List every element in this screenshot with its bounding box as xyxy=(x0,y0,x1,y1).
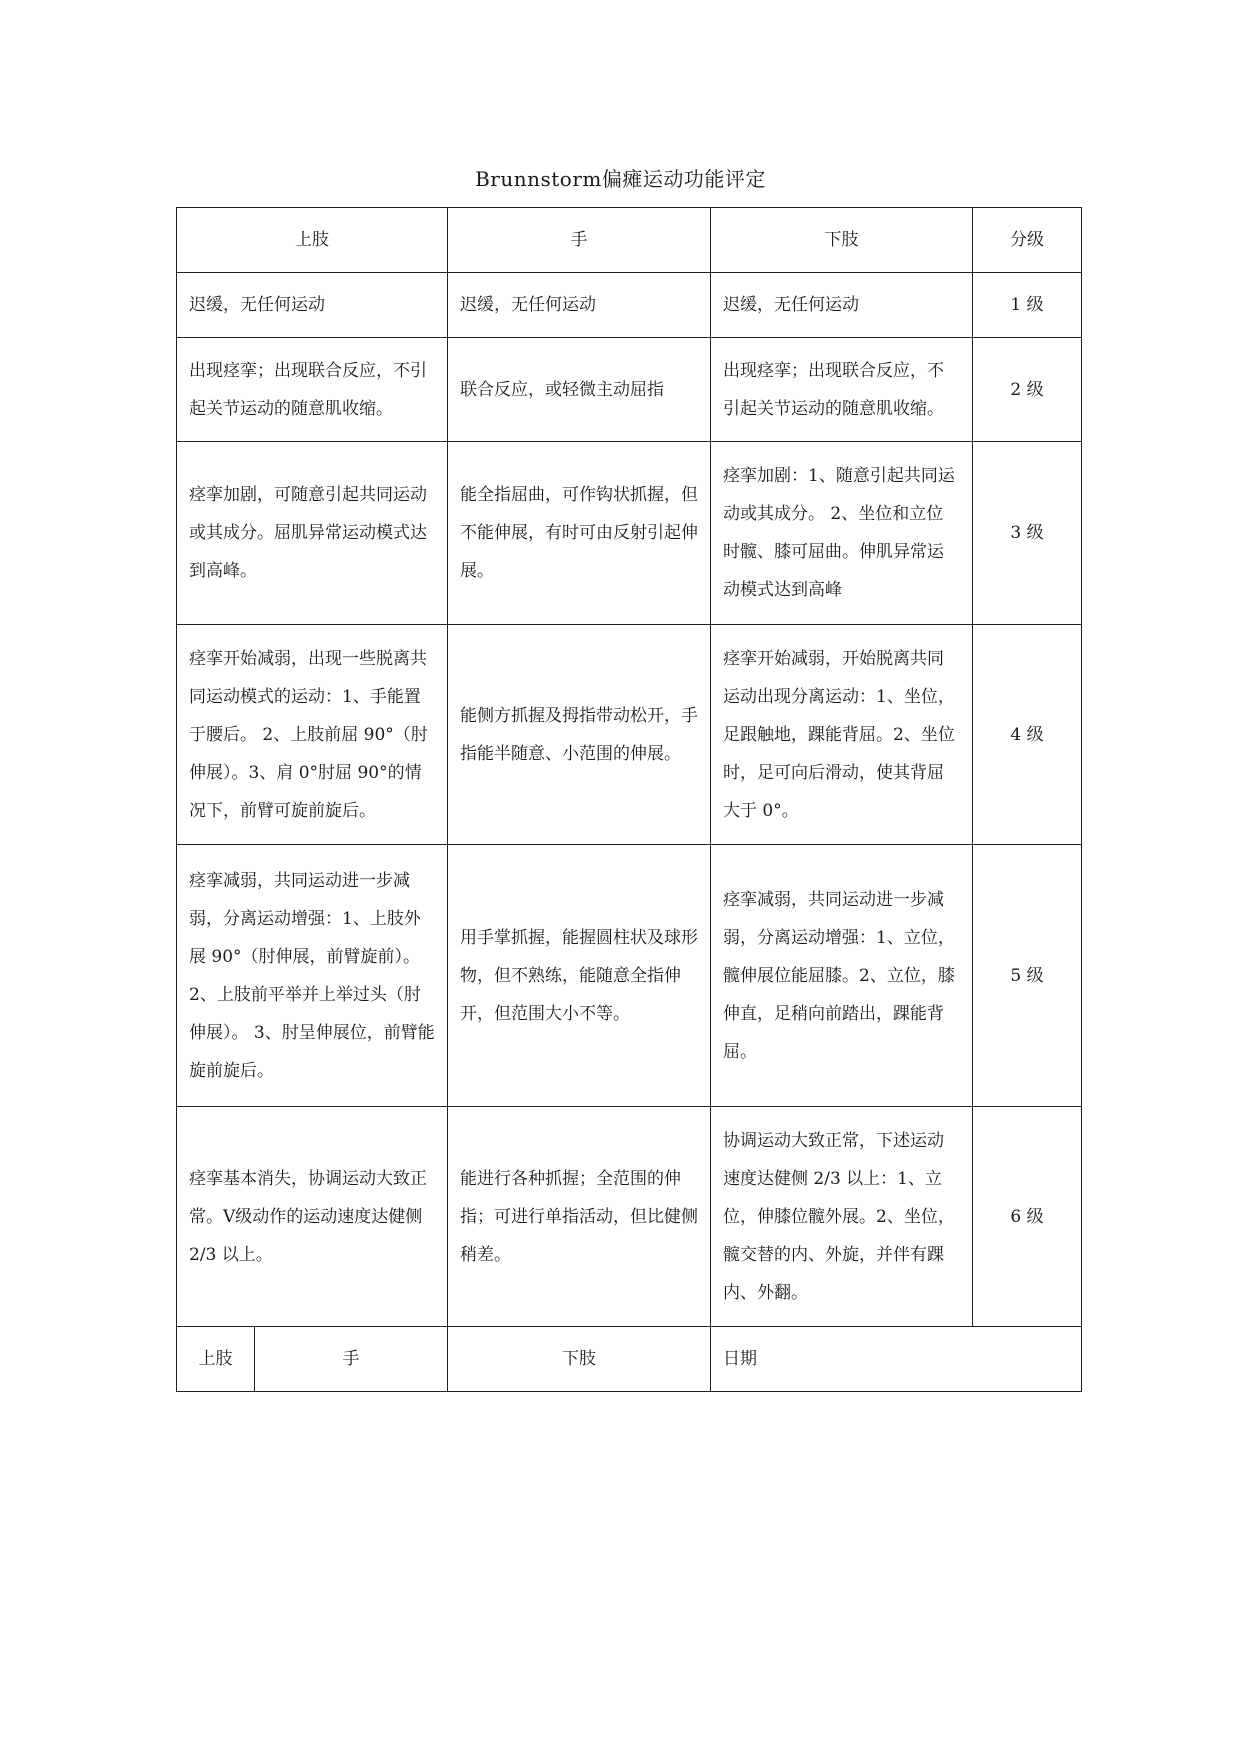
grade-cell: 4 级 xyxy=(973,625,1082,845)
hand-cell: 能侧方抓握及拇指带动松开，手指能半随意、小范围的伸展。 xyxy=(448,625,711,845)
brunnstrom-assessment-table xyxy=(176,207,1082,1392)
lower-limb-cell: 痉挛减弱，共同运动进一步减弱，分离运动增强：1、立位，髋伸展位能屈膝。2、立位，膝伸直，足稍向前踏出，踝能背屈。 xyxy=(711,845,973,1107)
hand-cell: 迟缓，无任何运动 xyxy=(448,273,711,338)
grade-cell: 5 级 xyxy=(973,845,1082,1107)
lower-limb-cell: 迟缓，无任何运动 xyxy=(711,273,973,338)
document-title: Brunnstorm偏瘫运动功能评定 xyxy=(475,167,766,191)
header-row xyxy=(177,208,1082,273)
header-lower-limb: 下肢 xyxy=(711,208,973,273)
header-hand: 手 xyxy=(448,208,711,273)
upper-limb-cell: 出现痉挛；出现联合反应，不引起关节运动的随意肌收缩。 xyxy=(177,338,448,442)
table-row xyxy=(177,273,1082,338)
hand-cell: 能进行各种抓握；全范围的伸指；可进行单指活动，但比健侧稍差。 xyxy=(448,1107,711,1327)
header-upper-limb: 上肢 xyxy=(177,208,448,273)
grade-cell: 6 级 xyxy=(973,1107,1082,1327)
grade-cell: 1 级 xyxy=(973,273,1082,338)
lower-limb-cell: 痉挛加剧：1、随意引起共同运动或其成分。 2、坐位和立位时髋、膝可屈曲。伸肌异常运动模式达到高峰 xyxy=(711,442,973,625)
lower-limb-cell: 痉挛开始减弱，开始脱离共同运动出现分离运动：1、坐位，足跟触地，踝能背屈。2、坐位时，足可向后滑动，使其背屈大于 0°。 xyxy=(711,625,973,845)
grade-cell: 3 级 xyxy=(973,442,1082,625)
upper-limb-cell: 痉挛基本消失，协调运动大致正常。V级动作的运动速度达健侧 2/3 以上。 xyxy=(177,1107,448,1327)
upper-limb-cell: 痉挛减弱，共同运动进一步减弱，分离运动增强：1、上肢外展 90°（肘伸展，前臂旋前）。2、上肢前平举并上举过头（肘伸展）。 3、肘呈伸展位，前臂能旋前旋后。 xyxy=(177,845,448,1107)
table-row xyxy=(177,338,1082,442)
hand-cell: 联合反应，或轻微主动屈指 xyxy=(448,338,711,442)
table-row xyxy=(177,1107,1082,1327)
hand-cell: 用手掌抓握，能握圆柱状及球形物，但不熟练，能随意全指伸开，但范围大小不等。 xyxy=(448,845,711,1107)
table-row xyxy=(177,442,1082,625)
upper-limb-cell: 迟缓，无任何运动 xyxy=(177,273,448,338)
footer-lower-limb: 下肢 xyxy=(448,1327,711,1392)
lower-limb-cell: 协调运动大致正常，下述运动速度达健侧 2/3 以上：1、立位，伸膝位髋外展。2、坐位，髋交替的内、外旋，并伴有踝内、外翻。 xyxy=(711,1107,973,1327)
upper-limb-cell: 痉挛开始减弱，出现一些脱离共同运动模式的运动：1、手能置于腰后。 2、上肢前屈 90°（肘伸展）。3、肩 0°肘屈 90°的情况下，前臂可旋前旋后。 xyxy=(177,625,448,845)
footer-hand: 手 xyxy=(255,1327,448,1392)
hand-cell: 能全指屈曲，可作钩状抓握，但不能伸展，有时可由反射引起伸展。 xyxy=(448,442,711,625)
upper-limb-cell: 痉挛加剧，可随意引起共同运动或其成分。屈肌异常运动模式达到高峰。 xyxy=(177,442,448,625)
table-row xyxy=(177,625,1082,845)
grade-cell: 2 级 xyxy=(973,338,1082,442)
footer-upper-limb: 上肢 xyxy=(177,1327,255,1392)
header-grade: 分级 xyxy=(973,208,1082,273)
page-title xyxy=(0,163,1241,192)
table-row xyxy=(177,845,1082,1107)
lower-limb-cell: 出现痉挛；出现联合反应，不引起关节运动的随意肌收缩。 xyxy=(711,338,973,442)
footer-row xyxy=(177,1327,1082,1392)
footer-date: 日期 xyxy=(711,1327,1082,1392)
